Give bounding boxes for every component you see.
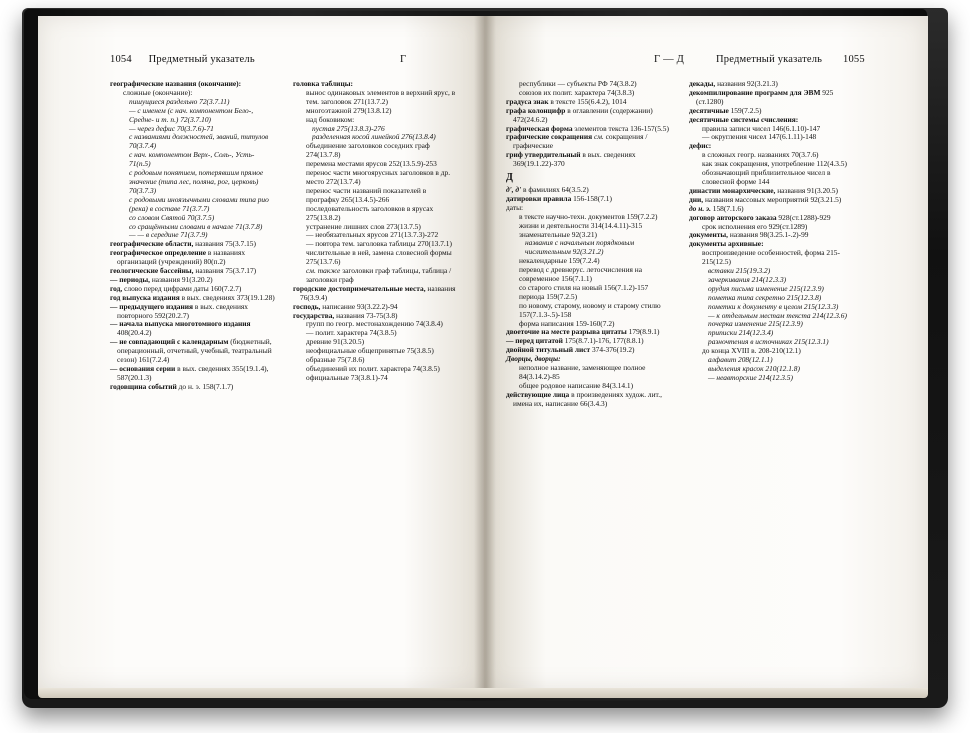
- index-entry: — необязательных ярусов 271(13.7.3)-272: [306, 230, 439, 240]
- index-entry: — к отдельным местам текста 214(12.3.6): [708, 310, 847, 320]
- index-entry: союзов их полит. характера 74(3.8.3): [519, 87, 635, 97]
- index-entry: — неавторские 214(12.3.5): [708, 372, 793, 382]
- index-entry: графические сокращения см. сокращения / графические: [506, 132, 648, 151]
- index-entry: датировки правила 156-158(7.1): [506, 193, 612, 203]
- running-title-left: Предметный указатель: [148, 54, 255, 65]
- index-entry: — предыдущего издания в вых. сведениях повторного 592(20.2.7): [110, 301, 249, 320]
- index-entry: жизни и деятельности 314(14.4.11)-315: [519, 220, 643, 230]
- index-entry: документы, названия 98(3.25.1-.2)-99: [689, 230, 809, 240]
- index-entry: до н. э. 158(7.1.6): [689, 203, 744, 213]
- index-entry: как знак сокращения, употребление 112(4.3.5): [702, 159, 847, 169]
- index-entry: почерка изменение 215(12.3.9): [708, 319, 803, 329]
- index-entry: орудия письма изменение 215(12.3.9): [708, 283, 824, 293]
- index-entry: пометка типа секретно 215(12.3.8): [708, 292, 822, 302]
- index-entry: образные 75(7.8.6): [306, 355, 365, 365]
- running-title-right: Предметный указатель: [716, 54, 823, 65]
- index-entry: государства, названия 73-75(3.8): [293, 310, 398, 320]
- index-entry: головка таблицы:: [293, 79, 353, 88]
- index-entry: неофициальные общепринятые 75(3.8.5): [306, 346, 434, 356]
- index-entry: с нач. компонентом Верх-, Соль-, Усть- 71(п.5): [129, 150, 255, 169]
- index-entry: перенос части названий показателей в прографку 265(13.4.5)-266: [306, 185, 427, 204]
- index-entry: см. также заголовки граф таблицы, таблица / заголовки граф: [306, 266, 452, 284]
- index-entry: неполное название, заменяющее полное 84(3.14.2)-85: [519, 363, 646, 381]
- index-entry: вынос одинаковых элементов в верхний ярус, в тем. заголовок 271(13.7.2): [306, 87, 456, 106]
- index-entry: некалендарные 159(7.2.4): [519, 256, 600, 266]
- index-columns-right: [506, 80, 856, 409]
- index-entry: двоеточие на месте разрыва цитаты 179(8.9.1): [506, 327, 660, 337]
- index-entry: пустая 275(13.8.3)-276: [312, 123, 385, 133]
- index-entry: разночтения в источниках 215(12.3.1): [708, 337, 829, 347]
- index-entry: со старого стиля на новый 156(7.1.2)-157: [519, 282, 649, 292]
- index-entry: в тексте научно-техн. документов 159(7.2.2): [519, 211, 658, 221]
- index-entry: перевод с древнерус. летосчисления на современное 156(7.1.1): [519, 265, 643, 284]
- index-entry: — полит. характера 74(3.8.5): [306, 328, 397, 338]
- index-entry: документы архивные:: [689, 239, 764, 249]
- index-entry: с родовым понятием, потерявшим прямое значение (типа лес, поляна, рог, церковь) 70(3.7.3): [129, 168, 264, 195]
- index-entry: — начала выпуска многотомного издания 408(20.4.2): [110, 319, 251, 338]
- index-entry: геологические бассейны, названия 75(3.7.17): [110, 266, 257, 276]
- index-entry: декады, названия 92(3.21.3): [689, 79, 778, 88]
- index-entry: знаменательные 92(3.21): [519, 229, 598, 239]
- page-left: [38, 16, 484, 688]
- index-entry: выделения красок 210(12.1.8): [708, 364, 800, 373]
- index-column: [689, 80, 856, 409]
- index-entry: даты:: [506, 202, 524, 212]
- index-entry: зачеркивания 214(12.3.3): [708, 274, 787, 284]
- index-entry: перемена местами ярусов 252(13.5.9)-253: [306, 159, 437, 169]
- folio-right: 1055: [843, 54, 865, 65]
- index-entry: географические области, названия 75(3.7.15): [110, 239, 256, 249]
- open-pages: [38, 16, 928, 688]
- index-entry: декомпилирование программ для ЭВМ 925 (ст.1280): [689, 87, 834, 106]
- index-entry: названия с начальным порядковым числительным 92(3.21.2): [525, 238, 635, 257]
- index-entry: по новому, старому, новому и старому стилю 157(7.1.3-.5)-158: [519, 300, 661, 319]
- page-right: [484, 16, 928, 688]
- index-entry: объединение заголовков соседних граф 274(13.7.8): [306, 141, 430, 160]
- index-entry: десятичные 159(7.2.5): [689, 105, 762, 115]
- index-entry: алфавит 208(12.1.1): [708, 355, 773, 365]
- index-entry: республики — субъекты РФ 74(3.8.2): [519, 79, 637, 88]
- index-entry: договор авторского заказа 928(ст.1288)-929: [689, 212, 831, 222]
- index-entry: градуса знак в тексте 155(6.4.2), 1014: [506, 96, 627, 106]
- index-entry: пометки к документу в целом 215(12.3.3): [708, 301, 839, 311]
- index-entry: со сращёнными словами в начале 71(3.7.8): [129, 221, 263, 231]
- index-entry: разделенная косой линейкой 276(13.8.4): [312, 132, 436, 142]
- index-column: [110, 80, 277, 392]
- index-entry: географические названия (окончание):: [110, 79, 242, 88]
- index-entry: числительные в ней, замена словесной формы 275(13.7.6): [306, 248, 452, 267]
- index-entry: официальные 73(3.8.1)-74: [306, 372, 388, 382]
- index-entry: последовательность заголовков в ярусах 275(13.8.2): [306, 203, 434, 222]
- index-entry: объединений их полит. характера 74(3.8.5): [306, 364, 440, 373]
- index-entry: правила записи чисел 146(6.1.10)-147: [702, 123, 821, 133]
- index-entry: — округления чисел 147(6.1.11)-148: [702, 132, 817, 142]
- index-entry: дни, названия массовых мероприятий 92(3.21.5): [689, 194, 842, 204]
- index-entry: — через дефис 70(3.7.6)-71: [129, 123, 214, 133]
- index-letter-heading: Д: [506, 172, 513, 184]
- page-header-left: [110, 54, 255, 65]
- index-entry: династии монархические, названия 91(3.20.5): [689, 185, 838, 195]
- index-entry: многоэтажной 279(13.8.12): [306, 105, 392, 115]
- page-edges: [38, 688, 928, 698]
- index-entry: — перед цитатой 175(8.7.1)-176, 177(8.8.1): [506, 336, 644, 346]
- index-entry: гриф утвердительный в вых. сведениях 369(19.1.22)-370: [506, 150, 636, 169]
- index-entry: дефис:: [689, 141, 712, 151]
- index-entry: с названиями должностей, званий, титулов 70(3.7.4): [129, 132, 269, 151]
- index-entry: — периоды, названия 91(3.20.2): [110, 274, 213, 284]
- index-entry: общее родовое написание 84(3.14.1): [519, 380, 634, 390]
- index-entry: перенос части многоярусных заголовков в др. место 272(13.7.4): [306, 168, 451, 186]
- index-entry: обозначающий приблизительное чисел в словесной форме 144: [702, 168, 831, 186]
- index-entry: год выпуска издания в вых. сведениях 373(19.1.28): [110, 292, 275, 302]
- index-entry: воспроизведение особенностей, форма 215-215(12.5): [702, 248, 840, 267]
- index-entry: графическая форма элементов текста 136-157(5.5): [506, 123, 669, 133]
- index-entry: периода 159(7.2.5): [519, 291, 578, 301]
- index-entry: сложные (окончание):: [123, 87, 193, 97]
- index-entry: пишущиеся раздельно 72(3.7.11): [129, 96, 230, 106]
- index-entry: срок исполнения его 929(ст.1289): [702, 221, 808, 231]
- index-entry: городские достопримечательные места, названия 76(3.9.4): [293, 283, 456, 302]
- index-entry: до конца XVIII в. 208-210(12.1): [702, 346, 801, 356]
- index-entry: господь, написание 93(3.22.2)-94: [293, 301, 398, 311]
- index-columns-left: [110, 80, 460, 392]
- index-column: [506, 80, 673, 409]
- index-entry: в сложных геогр. названиях 70(3.7.6): [702, 150, 819, 160]
- index-entry: двойной титульный лист 374-376(19.2): [506, 345, 635, 355]
- index-entry: древние 91(3.20.5): [306, 337, 365, 347]
- index-entry: д', д' в фамилиях 64(3.5.2): [506, 184, 589, 194]
- index-entry: действующие лица в произведениях худож. лит., имена их, написание 66(3.4.3): [506, 389, 662, 408]
- index-entry: над боковиком:: [306, 114, 355, 124]
- index-entry: с родовыми иноязычными словами типа рио (река) в составе 71(3.7.7): [129, 194, 269, 213]
- index-entry: Дворцы, дворцы:: [506, 354, 561, 364]
- letter-marker-left: Г: [400, 54, 407, 65]
- index-entry: приписки 214(12.3.4): [708, 328, 774, 338]
- index-entry: географическое определение в названиях организаций (учреждений) 80(п.2): [110, 248, 246, 267]
- index-entry: — повтора тем. заголовка таблицы 270(13.7.1): [306, 239, 452, 249]
- index-column: [293, 80, 460, 392]
- index-entry: устранение лишних слов 273(13.7.5): [306, 221, 421, 231]
- letter-marker-right: Г — Д: [654, 54, 684, 65]
- index-entry: год, слово перед цифрами даты 160(7.2.7): [110, 283, 242, 293]
- folio-left: 1054: [110, 54, 132, 65]
- page-header-right: [716, 54, 865, 65]
- index-entry: — — в середине 71(3.7.9): [129, 230, 208, 240]
- index-entry: — не совпадающий с календарным (бюджетный, операционный, отчетный, учебный, театральный сезон) 161(7.2.4): [110, 337, 272, 365]
- index-entry: со словом Святой 70(3.7.5): [129, 212, 215, 222]
- index-entry: групп по геогр. местонахождению 74(3.8.4): [306, 319, 443, 329]
- index-entry: вставки 215(19.3.2): [708, 266, 771, 276]
- index-entry: годовщина событий до н. э. 158(7.1.7): [110, 381, 234, 391]
- index-entry: форма написания 159-160(7.2): [519, 318, 615, 328]
- index-entry: десятичные системы счисления:: [689, 114, 799, 124]
- index-entry: графа колонцифр в оглавлении (содержании) 472(24.6.2): [506, 105, 653, 124]
- index-entry: — с именем (с нач. компонентом Бело-, Средне- и т. п.) 72(3.7.10): [129, 105, 254, 124]
- book-gutter: [474, 16, 496, 688]
- index-entry: — основания серии в вых. сведениях 355(19.1.4), 587(20.1.3): [110, 364, 269, 382]
